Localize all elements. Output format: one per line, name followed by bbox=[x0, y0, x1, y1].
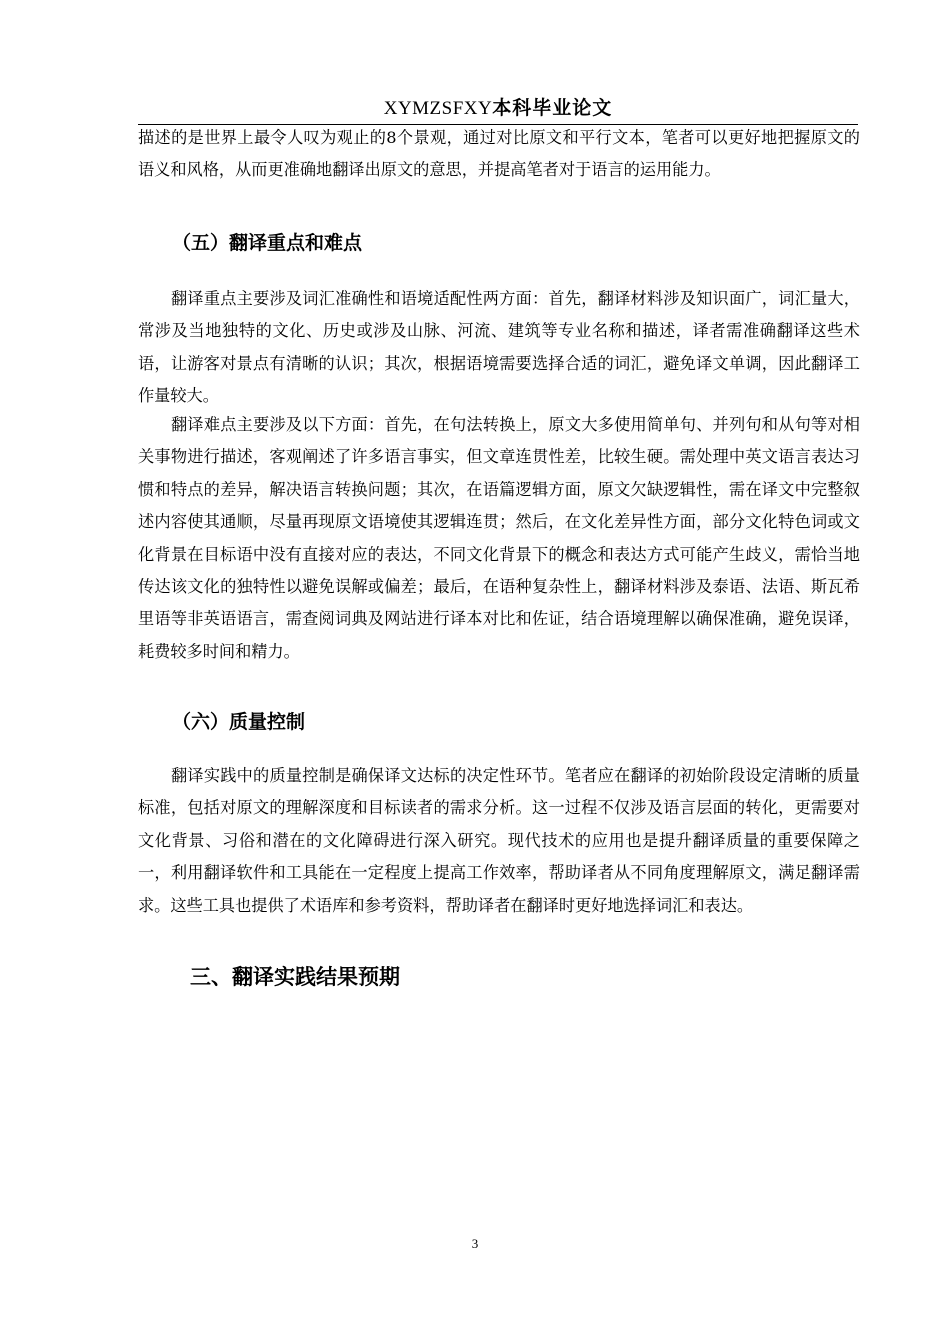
section-heading-5: （五）翻译重点和难点 bbox=[172, 232, 363, 254]
page-number: 3 bbox=[471, 1236, 479, 1251]
paragraph-translation-difficulty: 翻译难点主要涉及以下方面：首先，在句法转换上，原文大多使用简单句、并列句和从句等对相关事物进行描述，客观阐述了许多语言事实，但文章连贯性差，比较生硬。需处理中英文语言表达习惯和特点的差异，解决语言转换问题；其次，在语篇逻辑方面，原文欠缺逻辑性，需在译文中完整叙述内容使其通顺，尽量再现原文语境使其逻辑连贯；然后，在文化差异性方面，部分文化特色词或文化背景在目标语中没有直接对应的表达，不同文化背景下的概念和表达方式可能产生歧义，需恰当地传达该文化的独特性以避免误解或偏差；最后，在语种复杂性上，翻译材料涉及泰语、法语、斯瓦希里语等非英语语言，需查阅词典及网站进行译本对比和佐证，结合语境理解以确保准确，避免误译，耗费较多时间和精力。 bbox=[138, 415, 860, 661]
page-header bbox=[138, 92, 858, 125]
section-heading-6: （六）质量控制 bbox=[172, 711, 306, 733]
paragraph-translation-focus: 翻译重点主要涉及词汇准确性和语境适配性两方面：首先，翻译材料涉及知识面广，词汇量大，常涉及当地独特的文化、历史或涉及山脉、河流、建筑等专业名称和描述，译者需准确翻译这些术语，让游客对景点有清晰的认识；其次，根据语境需要选择合适的词汇，避免译文单调，因此翻译工作量较大。 bbox=[138, 289, 860, 406]
header-title: 本科毕业论文 bbox=[492, 97, 613, 119]
chapter-heading-3: 三、翻译实践结果预期 bbox=[190, 965, 400, 989]
header-latin: XYMZSFXY bbox=[383, 98, 493, 119]
paragraph-continuation: 描述的是世界上最令人叹为观止的8个景观，通过对比原文和平行文本，笔者可以更好地把握原文的语义和风格，从而更准确地翻译出原文的意思，并提高笔者对于语言的运用能力。 bbox=[138, 128, 860, 180]
paragraph-quality-control: 翻译实践中的质量控制是确保译文达标的决定性环节。笔者应在翻译的初始阶段设定清晰的质量标准，包括对原文的理解深度和目标读者的需求分析。这一过程不仅涉及语言层面的转化，更需要对文化背景、习俗和潜在的文化障碍进行深入研究。现代技术的应用也是提升翻译质量的重要保障之一，利用翻译软件和工具能在一定程度上提高工作效率，帮助译者从不同角度理解原文，满足翻译需求。这些工具也提供了术语库和参考资料，帮助译者在翻译时更好地选择词汇和表达。 bbox=[138, 766, 860, 915]
